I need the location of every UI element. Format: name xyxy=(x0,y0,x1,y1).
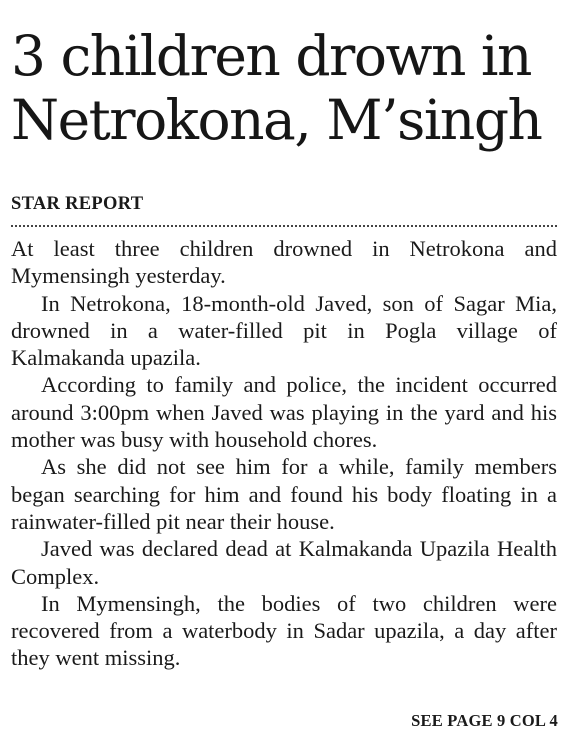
news-article xyxy=(11,0,557,672)
paragraph: As she did not see him for a while, family members began searching for him and found his body floating in a rainwater-filled pit near their house. xyxy=(11,454,557,534)
continuation-link[interactable]: SEE PAGE 9 COL 4 xyxy=(411,711,558,730)
paragraph: In Netrokona, 18-month-old Javed, son of Sagar Mia, drowned in a water-filled pit in Pogla village of Kalmakanda upazila. xyxy=(11,290,557,371)
paragraph: At least three children drowned in Netrokona and Mymensingh yesterday. xyxy=(11,236,557,289)
dotted-divider xyxy=(11,225,557,227)
headline xyxy=(11,0,557,152)
article-body xyxy=(11,235,557,672)
paragraph: Javed was declared dead at Kalmakanda Upazila Health Complex. xyxy=(11,536,557,589)
paragraph: In Mymensingh, the bodies of two children were recovered from a waterbody in Sadar upazila, a day after they went missing. xyxy=(11,590,557,671)
headline-line-1: 3 children drown in xyxy=(11,24,531,88)
headline-line-2: Netrokona, M’singh xyxy=(11,88,542,152)
paragraph: According to family and police, the incident occurred around 3:00pm when Javed was playing in the yard and his mother was busy with household chores. xyxy=(11,372,557,453)
byline: STAR REPORT xyxy=(11,194,144,214)
